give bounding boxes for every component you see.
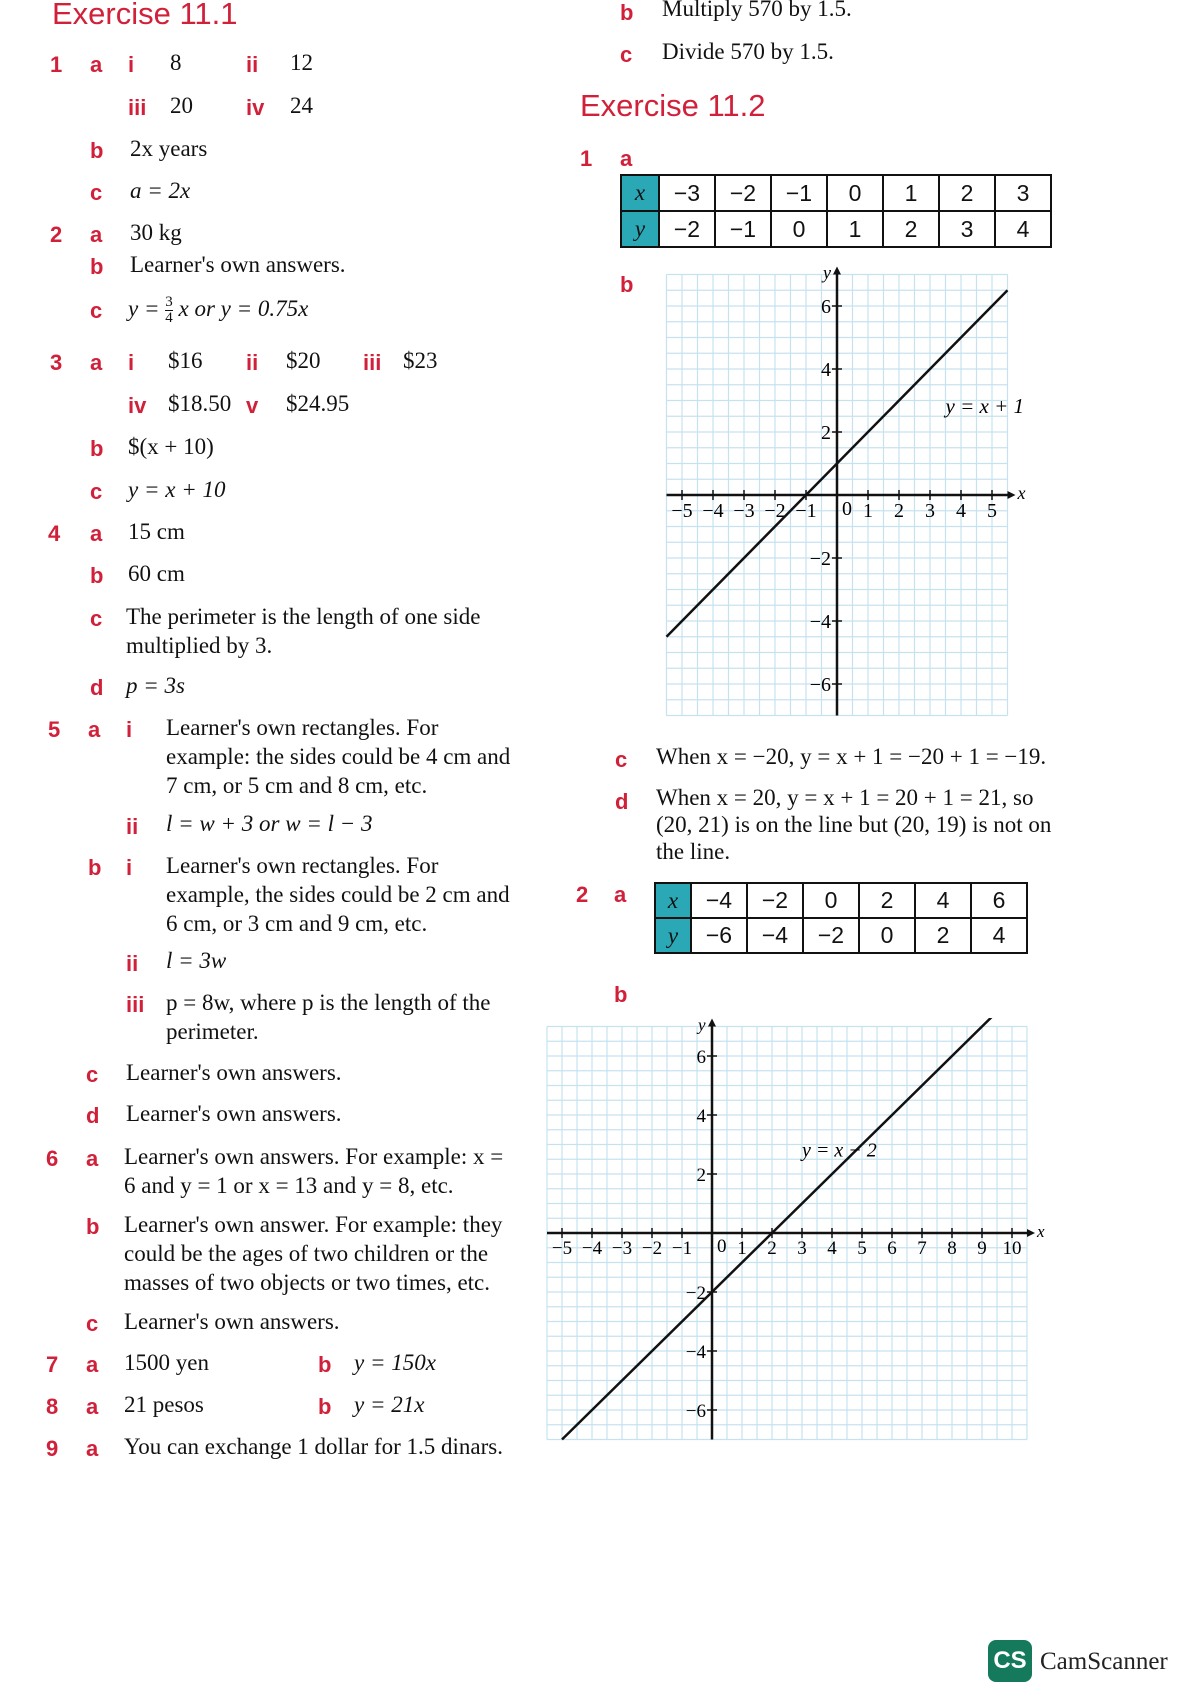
q7-b-label: b [318,1352,332,1377]
q1-a-iii-value: 20 [170,93,193,118]
q5-b-i-label: i [126,855,133,880]
q3-a-ii-value: $20 [286,348,321,373]
ex2-q1-c-value: When x = −20, y = x + 1 = −20 + 1 = −19. [656,744,1047,769]
y-tick-label: −6 [809,674,831,696]
table-cell: −2 [715,175,771,211]
x-tick-label: −2 [641,1238,663,1259]
x-tick-label: 9 [977,1238,987,1259]
ex2-q2-value-table [654,882,1028,954]
q8-a-value: 21 pesos [124,1392,204,1417]
q7-b-value: y = 150x [354,1350,436,1375]
ex2-q1-b-label: b [620,272,634,297]
y-tick-label: 2 [821,422,831,444]
q2-b-value: Learner's own answers. [130,252,346,277]
ex2-q1-d-label: d [615,789,629,814]
q1-a-ii-value: 12 [290,50,313,75]
q9-a-label: a [86,1436,99,1461]
q2-c-post: x or y = 0.75x [178,295,309,321]
x-tick-label: −2 [764,500,786,522]
q3-number: 3 [50,350,63,375]
q6-b-label: b [86,1214,100,1239]
table-cell: −6 [691,918,747,953]
q9-b-value: Multiply 570 by 1.5. [662,0,852,21]
q1-a-ii-label: ii [246,52,259,77]
q2-b-label: b [90,254,104,279]
table-cell: −2 [659,211,715,247]
q4-c-value: The perimeter is the length of one side multiplied by 3. [126,604,481,658]
q4-d-label: d [90,675,104,700]
q6-c-value: Learner's own answers. [124,1309,340,1334]
q1-c-value: a = 2x [130,178,191,203]
table-header-y: y [655,918,691,953]
q3-a-v-label: v [246,393,259,418]
x-tick-label: 4 [827,1238,837,1259]
q2-c-pre: y = [128,295,160,321]
x-axis-arrow-icon [1027,1229,1035,1237]
q7-a-value: 1500 yen [124,1350,209,1375]
x-tick-label: 4 [956,500,966,522]
x-tick-label: 3 [925,500,935,522]
table-cell: −2 [803,918,859,953]
q5-number: 5 [48,717,61,742]
q5-a-label: a [88,717,101,742]
origin-label: 0 [842,498,852,520]
x-axis-label: x [1017,483,1026,503]
y-tick-label: 6 [696,1047,706,1068]
x-tick-label: 1 [863,500,873,522]
table-cell: 1 [827,211,883,247]
x-tick-label: −1 [795,500,817,522]
ex2-q2-a-label: a [614,882,627,907]
table-cell: −1 [715,211,771,247]
q2-c-value [128,295,308,326]
table-cell: 3 [939,211,995,247]
table-cell: 0 [771,211,827,247]
q8-b-value: y = 21x [354,1392,425,1417]
table-cell: 0 [803,883,859,918]
ex2-q1-c-label: c [615,747,628,772]
q1-a-iv-label: iv [246,95,265,120]
x-tick-label: −3 [611,1238,633,1259]
q5-b-iii-label: iii [126,992,145,1017]
camscanner-logo-icon: CS [988,1640,1032,1682]
q5-b-ii-label: ii [126,951,139,976]
table-cell: 0 [859,918,915,953]
series-line [562,1018,997,1440]
q5-d-label: d [86,1103,100,1128]
q5-b-iii-value: p = 8w, where p is the length of the perimeter. [166,990,491,1044]
line-label: y = x + 1 [945,394,1024,419]
y-tick-label: 6 [821,296,831,318]
q5-a-ii-label: ii [126,814,139,839]
ex2-q2-b-label: b [614,982,628,1007]
table-cell: 2 [883,211,939,247]
q5-b-ii-value: l = 3w [166,948,227,973]
q6-a-value: Learner's own answers. For example: x = 6 and y = 1 or x = 13 and y = 8, etc. [124,1144,504,1198]
q2-number: 2 [50,222,63,247]
q8-number: 8 [46,1394,59,1419]
camscanner-brand: CamScanner [1040,1648,1168,1675]
x-tick-label: −3 [733,500,755,522]
q9-number: 9 [46,1436,59,1461]
q2-c-label: c [90,298,103,323]
table-header-x: x [655,883,691,918]
q9-c-value: Divide 570 by 1.5. [662,39,834,64]
x-axis-arrow-icon [1008,491,1016,499]
q3-a-v-value: $24.95 [286,391,350,416]
q5-a-ii-value: l = w + 3 or w = l − 3 [166,811,373,836]
x-tick-label: 8 [947,1238,957,1259]
ex2-q1-d-value: When x = 20, y = x + 1 = 20 + 1 = 21, so (20, 21) is on the line but (20, 19) is not on the line. [656,785,1052,864]
x-tick-label: 2 [767,1238,777,1259]
table-cell: 2 [915,918,971,953]
q3-c-label: c [90,479,103,504]
table-cell: −3 [659,175,715,211]
q5-a-i-label: i [126,717,133,742]
x-tick-label: 3 [797,1238,807,1259]
y-axis-arrow-icon [833,267,841,275]
q3-a-ii-label: ii [246,350,259,375]
y-axis-arrow-icon [708,1019,716,1027]
q1-b-label: b [90,138,104,163]
y-tick-label: −6 [685,1401,706,1422]
x-tick-label: 6 [887,1238,897,1259]
table-cell: 3 [995,175,1051,211]
q2-a-value: 30 kg [130,220,182,245]
q3-a-iv-value: $18.50 [168,391,232,416]
q5-c-label: c [86,1062,99,1087]
q1-a-i-value: 8 [170,50,182,75]
q4-d-value: p = 3s [126,673,185,698]
table-cell: −2 [747,883,803,918]
q6-a-label: a [86,1146,99,1171]
q3-a-iv-label: iv [128,393,147,418]
q3-b-label: b [90,436,104,461]
x-tick-label: 7 [917,1238,927,1259]
y-tick-label: −2 [685,1283,706,1304]
table-cell: 4 [995,211,1051,247]
table-header-y: y [621,211,659,247]
q4-b-label: b [90,563,104,588]
q5-c-value: Learner's own answers. [126,1060,342,1085]
ex2-q2-number: 2 [576,882,589,907]
y-tick-label: 2 [696,1165,706,1186]
graph-y-equals-x-plus-1 [650,265,1050,725]
q4-a-value: 15 cm [128,519,185,544]
table-cell: 4 [971,918,1027,953]
q1-a-iv-value: 24 [290,93,313,118]
fraction [165,295,173,326]
x-tick-label: 1 [737,1238,747,1259]
table-cell: 6 [971,883,1027,918]
q5-b-label: b [88,855,102,880]
x-tick-label: −5 [671,500,693,522]
exercise-11-2-title: Exercise 11.2 [580,88,766,123]
x-tick-label: −1 [671,1238,693,1259]
y-tick-label: −4 [809,611,831,633]
x-tick-label: 5 [987,500,997,522]
table-cell: 0 [827,175,883,211]
q1-a-i-label: i [128,52,135,77]
x-tick-label: 10 [1002,1238,1022,1259]
q3-a-i-label: i [128,350,135,375]
q1-a-iii-label: iii [128,95,147,120]
q5-d-value: Learner's own answers. [126,1101,342,1126]
q4-c-label: c [90,606,103,631]
q4-number: 4 [48,521,61,546]
x-tick-label: −4 [702,500,724,522]
y-tick-label: −2 [809,548,831,570]
q3-a-label: a [90,350,103,375]
q3-c-value: y = x + 10 [128,477,226,502]
graph-y-equals-x-minus-2 [540,1018,1060,1448]
q6-c-label: c [86,1311,99,1336]
q3-a-iii-value: $23 [403,348,438,373]
q3-a-i-value: $16 [168,348,203,373]
y-tick-label: 4 [821,359,831,381]
q3-a-iii-label: iii [363,350,382,375]
q2-a-label: a [90,222,103,247]
ex2-q1-a-label: a [620,146,633,171]
table-cell: 2 [939,175,995,211]
fraction-numerator: 3 [165,294,173,310]
table-cell: 2 [859,883,915,918]
q8-b-label: b [318,1394,332,1419]
q1-a-label: a [90,52,103,77]
x-axis-label: x [1037,1222,1045,1241]
q9-c-label: c [620,42,633,67]
q9-b-label: b [620,0,634,25]
q7-number: 7 [46,1352,59,1377]
table-cell: 1 [883,175,939,211]
y-axis-label: y [698,1018,706,1035]
q9-a-value: You can exchange 1 dollar for 1.5 dinars. [124,1434,503,1459]
ex2-q1-number: 1 [580,146,593,171]
table-cell: −4 [747,918,803,953]
q6-b-value: Learner's own answer. For example: they could be the ages of two children or the masses of two objects or two times, etc. [124,1212,503,1295]
table-row-x [621,175,1051,211]
q1-number: 1 [50,52,63,77]
q5-b-i-value: Learner's own rectangles. For example, the sides could be 2 cm and 6 cm, or 3 cm and 9 cm, etc. [166,853,510,936]
x-tick-label: 2 [894,500,904,522]
table-cell: 4 [915,883,971,918]
q1-c-label: c [90,180,103,205]
exercise-11-1-title: Exercise 11.1 [52,0,238,31]
table-cell: −4 [691,883,747,918]
table-cell: −1 [771,175,827,211]
x-tick-label: −4 [581,1238,603,1259]
q3-b-value: $(x + 10) [128,434,214,459]
q4-a-label: a [90,521,103,546]
fraction-denominator: 4 [165,310,173,326]
origin-label: 0 [717,1236,727,1257]
ex2-q1-value-table [620,174,1052,248]
table-row-x [655,883,1027,918]
q1-b-value: 2x years [130,136,208,161]
q4-b-value: 60 cm [128,561,185,586]
table-row-y [655,918,1027,953]
y-tick-label: 4 [696,1106,706,1127]
table-row-y [621,211,1051,247]
x-tick-label: 5 [857,1238,867,1259]
q5-a-i-value: Learner's own rectangles. For example: the sides could be 4 cm and 7 cm, or 5 cm and 8 cm, etc. [166,715,511,798]
x-tick-label: −5 [551,1238,573,1259]
line-label: y = x − 2 [802,1139,877,1162]
q8-a-label: a [86,1394,99,1419]
table-header-x: x [621,175,659,211]
q6-number: 6 [46,1146,59,1171]
q7-a-label: a [86,1352,99,1377]
y-tick-label: −4 [685,1342,706,1363]
y-axis-label: y [823,265,831,283]
